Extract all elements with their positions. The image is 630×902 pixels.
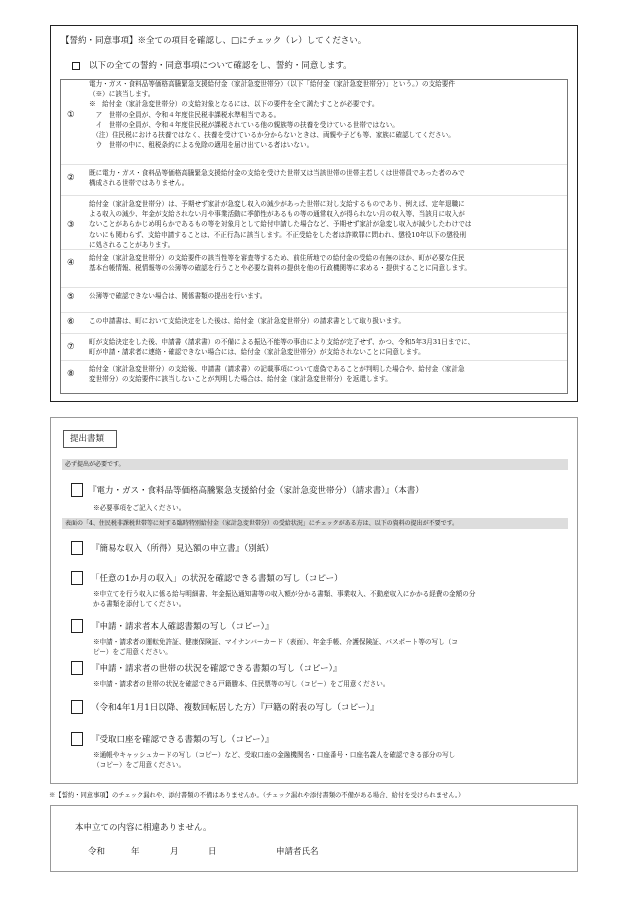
pledge-item-divider — [61, 195, 567, 196]
document-checkbox[interactable] — [71, 700, 83, 714]
pledge-item-line: この申請書は、町において支給決定をした後は、給付金（家計急変世帯分）の請求書として取り扱います。 — [89, 317, 405, 325]
pledge-item-number: ⑧ — [67, 369, 75, 380]
pledge-item-divider — [61, 360, 567, 361]
required-bar-text: 必ず提出が必要です。 — [65, 461, 125, 468]
document-checkbox[interactable] — [71, 661, 83, 675]
pledge-item-divider — [61, 164, 567, 165]
sign-year: 年 — [131, 847, 140, 857]
pledge-item-line: 変世帯分）の支給要件に該当しないことが判明した場合は、給付金（家計急変世帯分）を返還します。 — [89, 375, 392, 384]
document-checkbox[interactable] — [71, 571, 83, 585]
pledge-item-number: ④ — [67, 258, 75, 269]
document-note: ※申立てを行う収入に係る給与明細書、年金振込通知書等の収入額が分かる書類、事業収入、不動産収入にかかる経費の金額の分 — [93, 590, 476, 598]
required-bar — [62, 459, 568, 470]
confirm-all-label: 以下の全ての誓約・同意事項について確認をし、誓約・同意します。 — [89, 61, 352, 71]
pledge-item-line: 公簿等で確認できない場合は、関係書類の提出を行います。 — [89, 292, 267, 300]
main-doc-title: 『電力・ガス・食料品等価格高騰緊急支援給付金（家計急変世帯分）（請求書）』（本書） — [88, 486, 424, 496]
pledge-item-line: ないことがあらかじめ明らかであるもの等を対象月として給付申請した場合など、予期せず家計が急変し収入が減少したわけでは — [89, 220, 472, 229]
document-title: 『簡易な収入（所得）見込額の申立書』（別紙） — [91, 544, 274, 554]
pledge-item-line: 既に電力・ガス・食料品等価格高騰緊急支援給付金の支給を受けた世帯又は当該世帯の世帯主若しくは世帯員であった者のみで — [89, 169, 465, 177]
pledge-item-number: ⑤ — [67, 292, 75, 302]
pledge-item-divider — [61, 249, 567, 250]
sign-statement: 本申立ての内容に相違ありません。 — [75, 823, 212, 833]
document-note: ※通帳やキャッシュカードの写し（コピー）など、受取口座の金融機関名・口座番号・口座名義人を確認できる部分の写し — [93, 751, 456, 759]
pledge-item-number: ② — [67, 173, 75, 184]
pledge-item-divider — [61, 312, 567, 313]
document-checkbox[interactable] — [71, 541, 83, 555]
pledge-item-line: よる収入の減少、年金が支給されない月や事業活動に季節性があるもの等の通常収入が得られない月の収入等、当該月に収入が — [89, 210, 465, 219]
document-note: ピー）をご用意ください。 — [93, 648, 172, 656]
pledge-item-number: ① — [67, 109, 75, 120]
document-title: （令和4年1月1日以降、複数回転居した方）『戸籍の附表の写し（コピー）』 — [91, 703, 379, 713]
sign-era: 令和 — [88, 847, 106, 857]
pledge-item-line: 電力・ガス・食料品等価格高騰緊急支援給付金（家計急変世帯分）（以下「給付金（家計急変世帯分）」という。）の支給要件 — [89, 80, 455, 88]
pledge-item-line: 給付金（家計急変世帯分）の支給要件の該当性等を審査等するため、前住所地での給付金の受給の有無のほか、町が必要な住民 — [89, 254, 465, 262]
document-checkbox[interactable] — [71, 619, 83, 633]
pledge-item-divider — [61, 287, 567, 288]
document-note: （コピー）をご用意ください。 — [93, 761, 186, 769]
pledge-item-line: 町が支給決定をした後、申請書（請求書）の不備による振込不能等の事由により支給が完了せず、かつ、令和5年3月31日までに、 — [89, 338, 475, 346]
pledge-item-line: 構成される世帯ではありません。 — [89, 179, 189, 188]
pledge-item-line: 給付金（家計急変世帯分）の支給後、申請書（請求書）の記載事項について虚偽であることが判明した場合や、給付金（家計急 — [89, 365, 465, 373]
document-note: ※申請・請求者の世帯の状況を確認できる戸籍謄本、住民票等の写し（コピー）をご用意ください。 — [93, 680, 390, 688]
document-title: 「任意の1か月の収入」の状況を確認できる書類の写し（コピー） — [91, 574, 343, 584]
pledge-item-line: に処されることがあります。 — [89, 240, 175, 249]
document-checkbox[interactable] — [71, 732, 83, 746]
pledge-item-line: ア 世帯の全員が、令和４年度住民税非課税水準相当である。 — [89, 110, 281, 119]
pledge-item-line: ウ 世帯の中に、租税条約による免除の適用を届け出ている者はいない。 — [89, 141, 314, 150]
documents-title: 提出書類 — [70, 434, 105, 444]
pledge-item-number: ⑦ — [67, 342, 75, 353]
sign-day: 日 — [208, 847, 217, 857]
document-title: 『申請・請求者本人確認書類の写し（コピー）』 — [91, 622, 274, 632]
pledge-item-line: （※）に該当します。 — [89, 90, 155, 99]
pledge-header: 【誓約・同意事項】※全ての項目を確認し、□にチェック（レ）してください。 — [61, 36, 367, 46]
document-note: ※申請・請求者の運転免許証、健康保険証、マイナンバーカード（表面）、年金手帳、介護保険証、パスポート等の写し（コ — [93, 638, 458, 646]
confirm-all-checkbox[interactable] — [72, 62, 80, 70]
main-doc-checkbox[interactable] — [71, 483, 83, 497]
pledge-item-line: 町が申請・請求者に連絡・確認できない場合には、給付金（家計急変世帯分）が支給されないことに同意します。 — [89, 348, 425, 357]
pledge-item-divider — [61, 333, 567, 334]
pledge-item-line: （注）住民税における扶養ではなく、扶養を受けているか分からないときは、両親や子ども等、家族に確認してください。 — [89, 131, 455, 139]
main-doc-note: ※必要事項をご記入ください。 — [93, 504, 186, 512]
conditional-bar-text: 表面の「4、住民税非課税世帯等に対する臨時特別給付金（家計急変世帯分）の受給状況」にチェックがある方は、以下の資料の提出が不要です。 — [65, 520, 459, 527]
pledge-item-number: ⑥ — [67, 317, 75, 327]
pledge-item-number: ③ — [67, 219, 75, 230]
sign-name-label: 申請者氏名 — [276, 847, 319, 857]
document-title: 『申請・請求者の世帯の状況を確認できる書類の写し（コピー）』 — [91, 664, 342, 674]
document-note: かる書類を添付してください。 — [93, 600, 186, 608]
pledge-item-line: 給付金（家計急変世帯分）は、予期せず家計が急変し収入の減少があった世帯に対し支給するものであり、例えば、定年退職に — [89, 200, 465, 208]
pledge-item-line: ないにも関わらず、支給申請することは、不正行為に該当します。不正受給をした者は詐欺罪に問われ、懲役10年以下の懲役刑 — [89, 230, 466, 239]
sign-month: 月 — [170, 847, 179, 857]
pledge-item-line: イ 世帯の全員が、令和４年度住民税が課税されている他の親族等の扶養を受けている世帯ではない。 — [89, 120, 399, 129]
document-title: 『受取口座を確認できる書類の写し（コピー）』 — [91, 735, 274, 745]
footer-note: ※【誓約・同意事項】のチェック漏れや、添付書類の不備はありませんか。（チェック漏れや添付書類の不備がある場合、給付を受けられません。） — [49, 792, 465, 799]
pledge-item-line: ※ 給付金（家計急変世帯分）の支給対象となるには、以下の要件を全て満たすことが必要です。 — [89, 100, 379, 109]
signature-section — [50, 805, 578, 872]
pledge-item-line: 基本台帳情報、税情報等の公簿等の確認を行うことや必要な資料の提供を他の行政機関等に求める・提供することに同意します。 — [89, 264, 471, 273]
